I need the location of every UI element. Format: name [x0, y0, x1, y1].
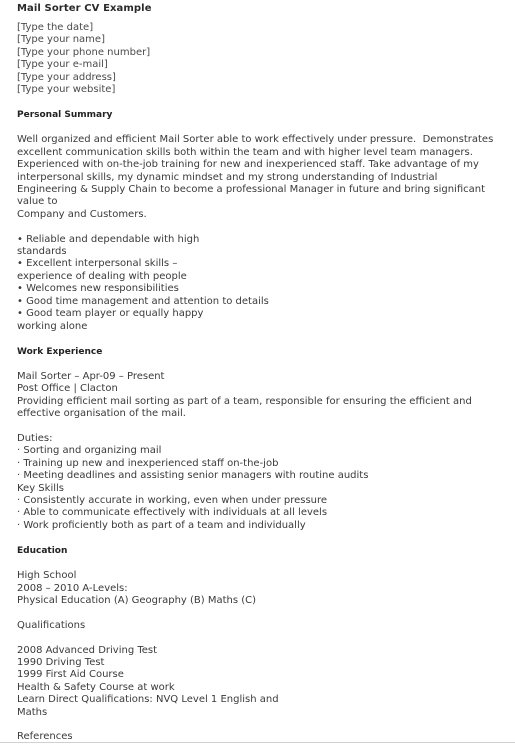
document-title: Mail Sorter CV Example — [17, 3, 152, 14]
page-bottom-divider — [0, 742, 515, 743]
job-description: effective organisation of the mail. — [17, 408, 186, 420]
contact-phone: [Type your phone number] — [17, 46, 151, 58]
school-grades: Physical Education (A) Geography (B) Maths (C) — [17, 595, 257, 606]
qualification-item: 1999 First Aid Course — [17, 669, 124, 681]
summary-line: Well organized and efficient Mail Sorter able to work effectively under pressure. Demonstrates — [17, 134, 494, 146]
duty-item: · Training up new and inexperienced staff on-the-job — [17, 457, 279, 469]
section-heading-summary: Personal Summary — [17, 110, 113, 121]
bullet-line: • Reliable and dependable with high — [17, 233, 200, 245]
bullet-line: standards — [17, 246, 67, 258]
summary-line: excellent communication skills both within the team and with higher level team managers. — [17, 146, 473, 158]
bullet-line: • Good team player or equally happy — [17, 308, 204, 320]
summary-line: Engineering & Supply Chain to become a professional Manager in future and bring significant — [17, 184, 486, 196]
bullet-line: • Excellent interpersonal skills – — [17, 258, 178, 270]
qualifications-list — [17, 645, 515, 719]
qualification-item: Health & Safety Course at work — [17, 681, 175, 693]
bullet-line: • Welcomes new responsibilities — [17, 283, 179, 295]
skill-item: · Consistently accurate in working, even when under pressure — [17, 494, 328, 506]
contact-block — [17, 22, 515, 96]
duties-block — [17, 433, 515, 532]
education-school — [17, 570, 515, 607]
duty-item: · Meeting deadlines and assisting senior managers with routine audits — [17, 470, 369, 482]
job-title: Mail Sorter – Apr-09 – Present — [17, 370, 165, 382]
qualification-item: Maths — [17, 706, 48, 718]
bullet-line: • Good time management and attention to details — [17, 295, 269, 307]
contact-email: [Type your e-mail] — [17, 59, 108, 71]
school-name: High School — [17, 570, 77, 582]
qualification-item: Learn Direct Qualifications: NVQ Level 1 English and — [17, 694, 279, 706]
bullet-line: working alone — [17, 320, 88, 332]
bullet-line: experience of dealing with people — [17, 270, 187, 282]
summary-line: Experienced with on-the-job training for new and inexperienced staff. Take advantage of my — [17, 159, 479, 171]
contact-date: [Type the date] — [17, 22, 94, 33]
summary-line: interpersonal skills, my dynamic mindset and my strong understanding of Industrial — [17, 171, 438, 183]
contact-website: [Type your website] — [17, 84, 116, 96]
summary-line: Company and Customers. — [17, 208, 147, 220]
job-description: Providing efficient mail sorting as part of a team, responsible for ensuring the efficient and — [17, 395, 472, 407]
section-heading-education: Education — [17, 546, 68, 557]
contact-name: [Type your name] — [17, 34, 105, 46]
duty-item: · Sorting and organizing mail — [17, 445, 162, 457]
qualifications-label: Qualifications — [17, 619, 86, 631]
skill-item: · Work proficiently both as part of a team and individually — [17, 519, 306, 531]
qualification-item: 1990 Driving Test — [17, 657, 105, 668]
summary-bullets — [17, 234, 515, 333]
duties-label: Duties: — [17, 432, 53, 444]
school-dates: 2008 – 2010 A-Levels: — [17, 582, 128, 594]
references-label: References — [17, 731, 73, 743]
summary-paragraph — [17, 134, 515, 221]
skill-item: · Able to communicate effectively with individuals at all levels — [17, 507, 328, 519]
experience-block — [17, 371, 515, 421]
contact-address: [Type your address] — [17, 71, 116, 83]
key-skills-label: Key Skills — [17, 482, 64, 494]
summary-line: value to — [17, 196, 58, 208]
job-employer: Post Office | Clacton — [17, 383, 118, 395]
section-heading-experience: Work Experience — [17, 346, 103, 357]
qualification-item: 2008 Advanced Driving Test — [17, 644, 158, 656]
